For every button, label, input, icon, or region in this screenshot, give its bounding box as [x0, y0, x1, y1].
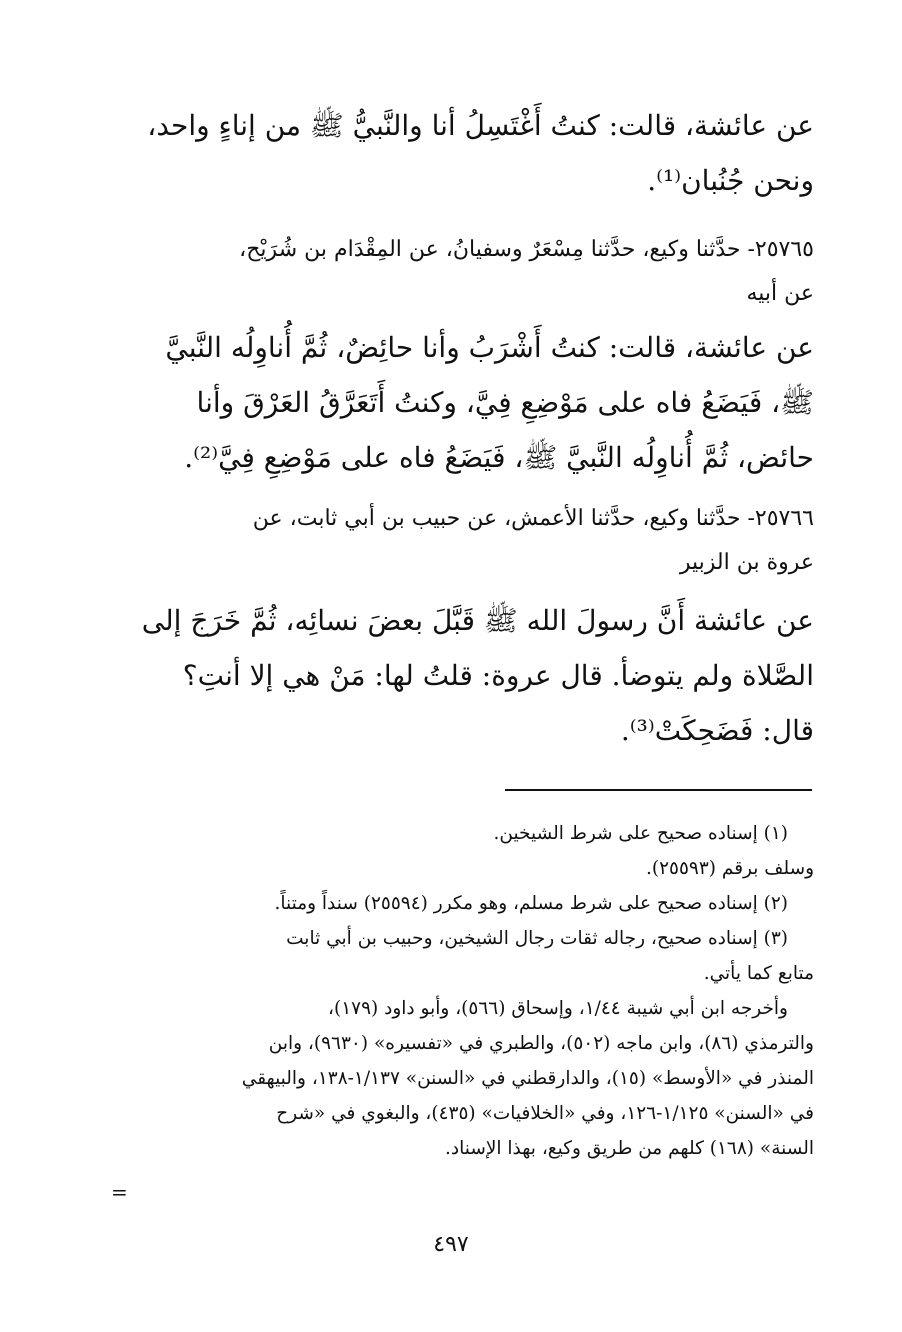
hadith-text-aisha-kiss: [108, 593, 814, 758]
text-line: عن أبيه: [746, 281, 814, 306]
page-number: ٤٩٧: [433, 1232, 469, 1257]
footnote-3-line: وأخرجه ابن أبي شيبة ١/٤٤، وإسحاق (٥٦٦)، وأبو داود (١٧٩)،: [328, 998, 788, 1019]
footnote-3-line: في «السنن» ١/١٢٥-١٢٦، وفي «الخلافيات» (٤٣٥)، والبغوي في «شرح: [276, 1103, 814, 1124]
footnote-separator: [505, 789, 812, 791]
hadith-text-aisha-ghusl: [108, 98, 814, 208]
footnote-1-continuation: وسلف برقم (٢٥٥٩٣).: [646, 858, 814, 879]
text-line: حائض، ثُمَّ أُناوِلُه النَّبيَّ ﷺ، فَيَضَعُ فاه على مَوْضِعِ فِيَّ⁽²⁾.: [184, 441, 814, 474]
text-line: الصَّلاة ولم يتوضأ. قال عروة: قلتُ لها: مَنْ هي إلا أنتِ؟: [182, 659, 814, 692]
footnote-3-line: متابع كما يأتي.: [703, 963, 814, 984]
text-line: ٢٥٧٦٦- حدَّثنا وكيع، حدَّثنا الأعمش، عن حبيب بن أبي ثابت، عن: [252, 506, 814, 531]
text-line: ٢٥٧٦٥- حدَّثنا وكيع، حدَّثنا مِسْعَرٌ وسفيانُ، عن المِقْدَام بن شُرَيْح،: [239, 237, 814, 262]
footnote-3-line: المنذر في «الأوسط» (١٥)، والدارقطني في «السنن» ١/١٣٧-١٣٨، والبيهقي: [241, 1068, 814, 1089]
footnote-1: (١) إسناده صحيح على شرط الشيخين.: [493, 823, 788, 844]
text-line: عن عائشة، قالت: كنتُ أَغْتَسِلُ أنا والنَّبيُّ ﷺ من إناءٍ واحد،: [147, 109, 814, 142]
footnote-3-line: السنة» (١٦٨) كلهم من طريق وكيع، بهذا الإسناد.: [445, 1138, 814, 1159]
text-line: عروة بن الزبير: [679, 550, 814, 575]
isnad-25766: [108, 497, 814, 585]
footnotes: [108, 816, 814, 1166]
hadith-text-aisha-drinking: [108, 320, 814, 485]
text-line: قال: فَضَحِكَتْ⁽³⁾.: [620, 714, 814, 747]
text-line: ﷺ، فَيَضَعُ فاه على مَوْضِعِ فِيَّ، وكنتُ أَتَعَرَّقُ العَرْقَ وأنا: [196, 386, 814, 419]
footnote-3-line: والترمذي (٨٦)، وابن ماجه (٥٠٢)، والطبري في «تفسيره» (٩٦٣٠)، وابن: [268, 1033, 814, 1054]
continuation-mark: =: [111, 1180, 128, 1204]
footnote-3: (٣) إسناده صحيح، رجاله ثقات رجال الشيخين، وحبيب بن أبي ثابت: [286, 928, 788, 949]
isnad-25765: [108, 228, 814, 316]
text-line: عن عائشة أَنَّ رسولَ الله ﷺ قَبَّلَ بعضَ نسائِه، ثُمَّ خَرَجَ إلى: [141, 604, 814, 637]
text-line: ونحن جُنُبان⁽¹⁾.: [647, 164, 814, 197]
footnote-2: (٢) إسناده صحيح على شرط مسلم، وهو مكرر (٢٥٥٩٤) سنداً ومتناً.: [274, 893, 788, 914]
text-line: عن عائشة، قالت: كنتُ أَشْرَبُ وأنا حائِضٌ، ثُمَّ أُناوِلُه النَّبيَّ: [165, 331, 814, 364]
